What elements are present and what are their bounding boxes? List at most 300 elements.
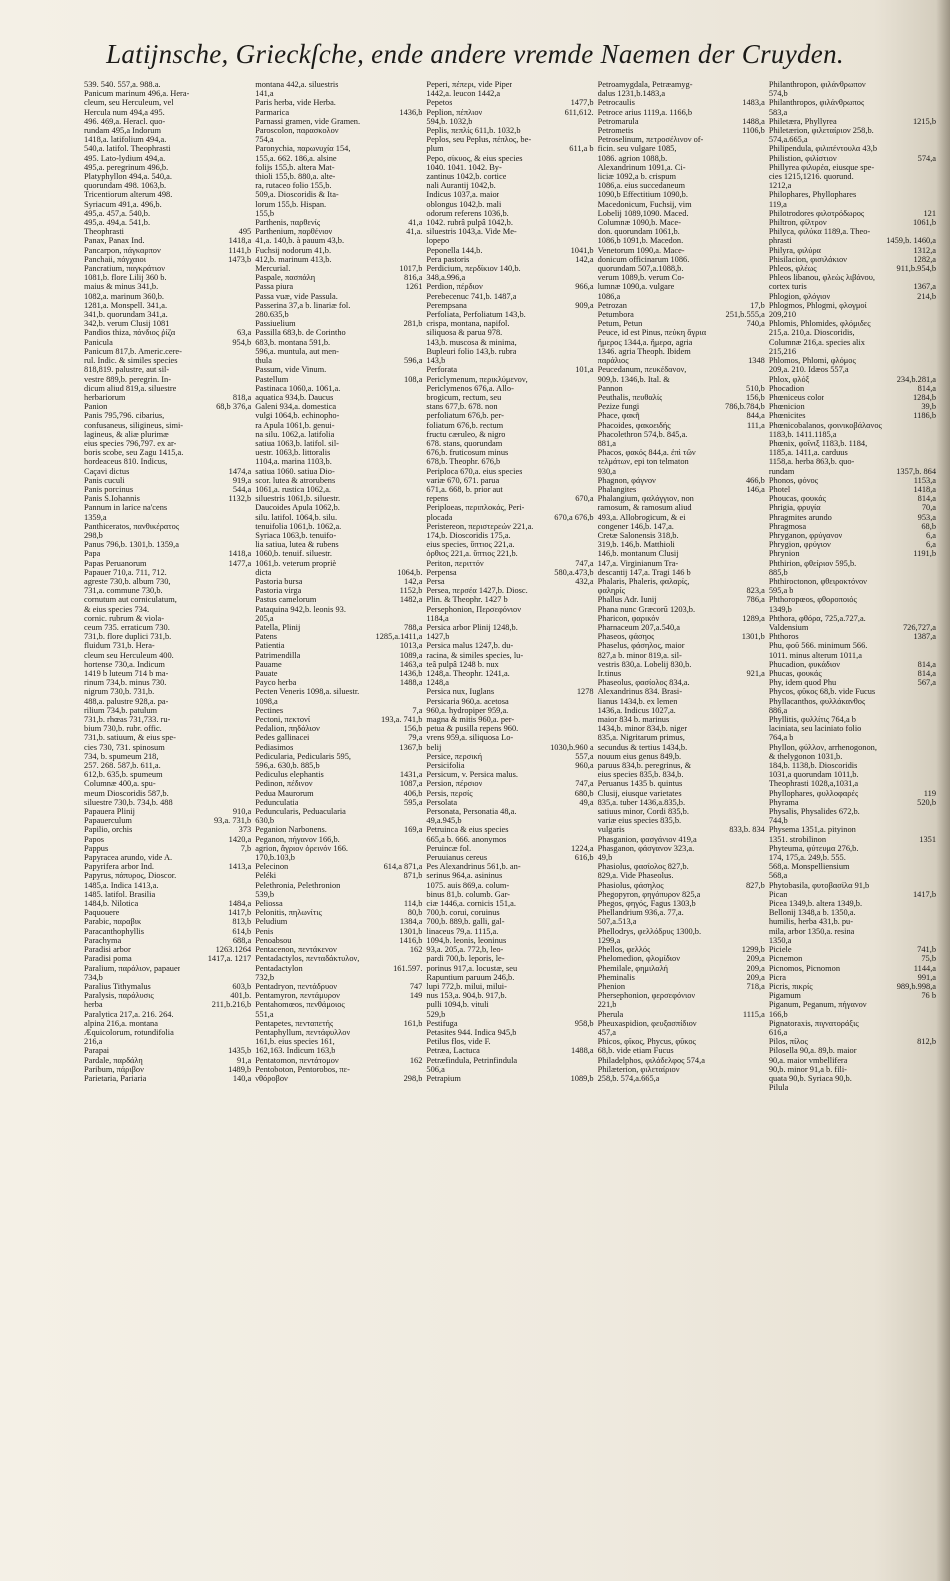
- index-entry: [769, 255, 936, 264]
- index-entry-text: Petræfindula, Petrinfindula: [426, 1055, 518, 1065]
- index-entry-text: donicum officinarum 1086.: [597, 254, 690, 264]
- index-entry-text: Papyrifera arbor Ind.: [84, 862, 154, 872]
- index-entry-text: Perforata: [426, 365, 458, 375]
- index-entry: [84, 347, 251, 356]
- index-entry-text: Pancarpon, πάγκαρπον: [84, 245, 161, 255]
- index-entry-text: lagineus, & aliæ plurimæ: [84, 429, 169, 439]
- index-entry: [255, 448, 422, 457]
- index-entry-page-ref: 670,a 676,b: [554, 512, 594, 522]
- index-entry: [84, 375, 251, 384]
- index-entry: [84, 954, 251, 963]
- index-columns: [84, 80, 936, 1570]
- index-entry-text: 1061,b. veterum propriè: [255, 558, 337, 568]
- index-entry-text: Persica malus 1247,b. du-: [426, 641, 514, 651]
- index-entry-text: Peuce, id est Pinus, πεύκη ἄγρια: [597, 328, 707, 338]
- index-entry: [255, 365, 422, 374]
- index-entry-text: Pezize fungi: [597, 402, 640, 412]
- index-entry: [769, 1046, 936, 1055]
- index-entry-text: Pilosella 90,a. 89,b. maior: [768, 1046, 857, 1056]
- index-entry: [769, 641, 936, 650]
- index-entry-text: Paribum, πάριβον: [84, 1064, 144, 1074]
- index-entry: [598, 1010, 765, 1019]
- index-entry: [84, 218, 251, 227]
- index-entry-text: 509,a. Dioscoridis & Ita-: [255, 190, 339, 200]
- index-entry: [598, 807, 765, 816]
- index-entry-text: Phrigia, φρυγία: [768, 503, 821, 513]
- index-entry: [426, 1037, 593, 1046]
- index-entry: [598, 89, 765, 98]
- index-entry-text: 1082,a. marinum 360,b.: [84, 291, 165, 301]
- index-entry: [769, 375, 936, 384]
- index-entry: [84, 236, 251, 245]
- index-entry-text: Parabic, παραβικ: [84, 917, 142, 927]
- index-entry: [84, 540, 251, 549]
- index-entry: [255, 669, 422, 678]
- index-entry-text: agrion, ἄγριον ὀρεινόν 166.: [255, 843, 349, 853]
- index-entry-text: Periploca 670,a. eius species: [426, 466, 523, 476]
- index-entry-text: 205,a: [255, 613, 274, 623]
- index-entry-page-ref: 1384,a: [399, 917, 423, 927]
- index-entry: [255, 1000, 422, 1009]
- index-entry: [255, 927, 422, 936]
- index-entry: [255, 835, 422, 844]
- index-entry-text: teâ pulpâ 1248 b. nux: [426, 659, 499, 669]
- index-entry-text: pulli 1094,b. vituli: [426, 1000, 489, 1010]
- index-entry-page-ref: 1064,b.: [397, 567, 423, 577]
- index-entry-text: 731,b. satiuum, & eius spe-: [84, 733, 176, 743]
- index-entry-page-ref: 1106,b: [742, 126, 765, 136]
- index-entry: [426, 384, 593, 393]
- index-entry-text: Phyteuma, φύτευμα 276,b.: [768, 843, 859, 853]
- index-entry-text: Perdicium, περδίκιον 140,b.: [426, 264, 521, 274]
- index-entry-text: rul. Indic. & similes species: [84, 356, 178, 366]
- index-entry-text: & thelygonon 1031,b.: [768, 751, 843, 761]
- index-entry: [84, 292, 251, 301]
- index-entry-text: Pentamyron, πεντάμυρον: [255, 991, 340, 1001]
- index-entry: [255, 1019, 422, 1028]
- index-entry: [769, 706, 936, 715]
- index-entry-page-ref: 1488,a: [742, 116, 765, 126]
- index-entry: [255, 144, 422, 153]
- index-entry: [426, 678, 593, 687]
- index-entry-text: 488,a. palustre 928,a. pa-: [84, 696, 169, 706]
- index-entry-text: Phyllophares, φυλλοφαρές: [768, 788, 859, 798]
- index-entry-text: Panicum 817,b. Americ.cere-: [84, 346, 182, 356]
- index-entry: [426, 1046, 593, 1055]
- index-entry: [426, 328, 593, 337]
- index-entry: [84, 789, 251, 798]
- index-entry-page-ref: 91,a: [237, 1055, 252, 1065]
- index-entry: [426, 973, 593, 982]
- index-entry-text: repens: [426, 494, 449, 504]
- index-entry-text: nigrum 730,b. 731,b.: [84, 687, 155, 697]
- index-entry-text: Panis S.Iohannis: [84, 494, 140, 504]
- index-entry-text: Persolata: [426, 797, 458, 807]
- index-entry-text: Peplis, πεπλίς 611,b. 1032,b: [426, 126, 521, 136]
- index-entry-text: ficin. seu vulgare 1085,: [597, 144, 677, 154]
- index-entry-text: Philanthropos, φιλάνθρωπος: [768, 98, 865, 108]
- index-entry-text: Petrocaulis: [597, 98, 635, 108]
- index-entry: [255, 844, 422, 853]
- index-entry-text: Phegopyron, φηγόπυρον 825,a: [597, 889, 701, 899]
- index-entry-page-ref: 958,b: [574, 1018, 594, 1028]
- index-entry: [769, 614, 936, 623]
- index-entry: [426, 651, 593, 660]
- index-entry-text: lorum 155,b. Hispan.: [255, 199, 327, 209]
- index-entry: [255, 264, 422, 273]
- index-entry-text: 665,a b. 666. anonymos: [426, 834, 507, 844]
- index-entry-text: Panis porcinus: [84, 484, 134, 494]
- index-entry: [426, 1000, 593, 1009]
- index-entry-text: lia satiua, lutea & rubens: [255, 540, 339, 550]
- index-entry-text: Phacolethron 574,b. 845,a.: [597, 429, 688, 439]
- index-entry: [255, 641, 422, 650]
- index-entry-text: mila, arbor 1350,a. resina: [768, 926, 855, 936]
- index-entry: [84, 439, 251, 448]
- index-entry-text: Peléki: [255, 871, 277, 881]
- index-entry-page-ref: 611,612.: [564, 107, 594, 117]
- index-entry: [769, 991, 936, 1000]
- index-entry-text: cortex turis: [768, 282, 807, 292]
- index-entry-text: Papyracea arundo, vide A.: [84, 853, 173, 863]
- index-entry: [598, 559, 765, 568]
- index-entry-page-ref: 718,a: [746, 981, 765, 991]
- index-entry-text: Patientia: [255, 641, 285, 651]
- index-entry: [84, 476, 251, 485]
- index-entry: [769, 457, 936, 466]
- index-entry-text: fluidum 731,b. Hera-: [84, 641, 155, 651]
- index-entry: [84, 356, 251, 365]
- index-entry: [255, 227, 422, 236]
- index-entry: [84, 651, 251, 660]
- index-entry-page-ref: 1477,b: [570, 98, 594, 108]
- index-entry: [598, 595, 765, 604]
- index-entry: [255, 154, 422, 163]
- index-entry: [769, 1074, 936, 1083]
- index-entry: [426, 144, 593, 153]
- index-entry: [769, 448, 936, 457]
- index-entry-text: Philotrodores φιλοτρόδωρος: [768, 208, 865, 218]
- index-entry: [598, 503, 765, 512]
- index-entry: [255, 881, 422, 890]
- index-entry-text: nus 153,a. 904,b. 917,b.: [426, 991, 507, 1001]
- index-entry-text: 257. 268. 587,b. 611,a.: [84, 761, 161, 771]
- index-entry: [769, 743, 936, 752]
- index-entry-page-ref: 1436,b: [399, 107, 423, 117]
- index-entry: [426, 549, 593, 558]
- index-entry: [426, 559, 593, 568]
- index-entry: [255, 706, 422, 715]
- index-entry-text: Pectoni, πεκτονί: [255, 715, 311, 725]
- index-entry-page-ref: 596,a: [404, 356, 423, 366]
- index-entry-text: porinus 917,a. locustæ, seu: [426, 963, 518, 973]
- index-entry-text: Persicifolia: [426, 761, 465, 771]
- index-entry: [769, 724, 936, 733]
- index-entry-text: Pedua Maurorum: [255, 788, 314, 798]
- index-entry: [84, 982, 251, 991]
- index-entry-page-ref: 823,a: [746, 586, 765, 596]
- index-entry-text: hordeaceus 810. Indicus,: [84, 457, 168, 467]
- index-entry-text: foliatum 676,b. rectum: [426, 420, 504, 430]
- index-entry: [769, 1019, 936, 1028]
- index-entry: [598, 623, 765, 632]
- index-entry-text: 1281,a. Monspell. 341,a.: [84, 300, 168, 310]
- index-entry-text: petua & pusilla repens 960.: [426, 724, 519, 734]
- index-entry-page-ref: 121: [923, 208, 937, 218]
- index-entry-page-ref: 108,a: [404, 374, 423, 384]
- index-entry: [255, 862, 422, 871]
- index-entry-page-ref: 1418,a: [228, 549, 252, 559]
- index-entry: [598, 779, 765, 788]
- index-entry-page-ref: 101,a: [575, 365, 594, 375]
- index-entry: [769, 816, 936, 825]
- index-entry-text: 1075. auis 869,a. colum-: [426, 880, 510, 890]
- index-entry: [769, 338, 936, 347]
- index-entry-page-ref: 466,b: [745, 475, 765, 485]
- index-entry-text: Philadelphos, φιλάδελφος 574,a: [597, 1055, 705, 1065]
- index-entry: [598, 144, 765, 153]
- index-entry-text: 1185,a. 1411,a. carduus: [768, 448, 848, 458]
- index-entry: [598, 393, 765, 402]
- index-entry-text: Pignatoraxis, πιγνατοράξις: [768, 1018, 859, 1028]
- index-entry: [255, 825, 422, 834]
- index-entry-text: Phlox, φλόξ: [768, 374, 810, 384]
- index-entry: [769, 402, 936, 411]
- index-entry-page-ref: 1030,b.960 a: [550, 742, 594, 752]
- index-entry: [426, 98, 593, 107]
- index-entry-text: Columnæ 1090,b. Mace-: [597, 218, 681, 228]
- index-entry-text: Ir.tinus: [597, 669, 622, 678]
- index-entry: [426, 540, 593, 549]
- index-entry-page-ref: 140,a: [232, 1073, 252, 1083]
- index-entry-page-ref: 747,a: [575, 558, 594, 568]
- index-entry-text: Pecten Veneris 1098,a. siluestr.: [255, 687, 360, 697]
- index-entry: [598, 411, 765, 420]
- index-entry-page-ref: 510,b: [745, 383, 765, 393]
- index-entry-text: Picris, πικρίς: [768, 981, 813, 991]
- index-entry: [255, 899, 422, 908]
- index-entry-text: Pancratium, παγκράτιον: [84, 264, 166, 274]
- index-entry-page-ref: 1087,a: [399, 779, 423, 789]
- index-entry: [598, 522, 765, 531]
- index-entry-text: παράλιος: [597, 356, 629, 366]
- index-entry-page-ref: 214,b: [917, 291, 937, 301]
- index-entry-text: 1086. agrion 1088,b.: [597, 153, 668, 163]
- index-entry: [426, 292, 593, 301]
- index-entry-text: Platyphyllon 494,a. 540,a.: [84, 172, 172, 182]
- index-entry-page-ref: 161.597.: [393, 963, 423, 973]
- index-entry: [426, 623, 593, 632]
- index-entry: [769, 540, 936, 549]
- index-entry-text: bium 730,b. rubr. offic.: [84, 724, 162, 734]
- index-entry: [84, 430, 251, 439]
- index-entry-text: Paris herba, vide Herba.: [255, 98, 336, 108]
- index-entry-page-ref: 814,a: [917, 659, 937, 669]
- index-entry: [255, 549, 422, 558]
- index-entry-text: 1158,a. herba 863,b. quo-: [768, 457, 855, 467]
- index-entry-page-ref: 1418,a: [913, 484, 937, 494]
- index-entry-text: Phellodrys, φελλόδρυς 1300,b.: [597, 926, 702, 936]
- index-entry-text: Phthoros: [768, 632, 799, 642]
- index-column-5: [769, 80, 936, 1570]
- index-entry-text: siluestris 1043,a. Vide Me-: [426, 227, 517, 237]
- index-entry: [598, 439, 765, 448]
- index-entry: [84, 246, 251, 255]
- index-entry-text: Phillyrea φιλυρέα, eiusque spe-: [768, 162, 875, 172]
- index-entry-page-ref: 871,b: [403, 871, 423, 881]
- index-entry: [598, 825, 765, 834]
- index-entry-text: φαληρίς: [597, 586, 625, 596]
- index-entry: [426, 273, 593, 282]
- index-entry-text: 909,b. 1346,b. Ital. &: [597, 374, 670, 384]
- index-entry: [84, 457, 251, 466]
- index-entry-text: 676,b. fruticosum minus: [426, 448, 509, 458]
- index-entry-text: Panax, Panax Ind.: [84, 236, 145, 246]
- index-entry: [255, 393, 422, 402]
- index-entry: [426, 117, 593, 126]
- index-entry: [255, 108, 422, 117]
- index-entry-text: Philyra, φιλύρα: [768, 245, 821, 255]
- index-entry-text: eius species, ὕπτιος 221,a.: [426, 540, 515, 550]
- index-entry-text: Parnassi gramen, vide Gramen.: [255, 116, 361, 126]
- index-entry-page-ref: 1289,a: [742, 613, 765, 623]
- index-entry-page-ref: 7,a: [412, 705, 423, 715]
- index-entry-text: 341,b. quorundam 341,a.: [84, 310, 168, 320]
- index-entry: [255, 991, 422, 1000]
- index-entry-text: Persea, περσέα 1427,b. Diosc.: [426, 586, 528, 596]
- index-entry-text: 506,a: [426, 1064, 445, 1074]
- index-entry-text: 1359,a: [84, 512, 107, 522]
- index-entry: [769, 770, 936, 779]
- index-entry: [255, 522, 422, 531]
- index-entry: [84, 89, 251, 98]
- index-entry-text: 41,a. 140,b. à pauum 43,b.: [255, 236, 345, 246]
- index-entry-page-ref: 79,a: [408, 733, 423, 743]
- index-entry-text: 155,b: [255, 208, 275, 218]
- index-entry: [255, 384, 422, 393]
- index-entry: [426, 430, 593, 439]
- index-entry: [598, 1056, 765, 1065]
- index-entry: [598, 457, 765, 466]
- index-entry: [426, 927, 593, 936]
- index-entry-text: Philetæra, Phyllyrea: [768, 116, 837, 126]
- index-entry-text: cornutum aut corniculatum,: [84, 595, 177, 605]
- index-entry: [255, 623, 422, 632]
- index-entry-text: verum 1089,b. verum Co-: [597, 273, 685, 283]
- index-entry: [769, 485, 936, 494]
- index-entry-text: 1442,a. leucon 1442,a: [426, 89, 501, 99]
- index-entry-page-ref: 49,a: [579, 797, 594, 807]
- index-entry: [769, 89, 936, 98]
- index-entry-text: 1434,b. minor 834,b. niger: [597, 724, 688, 734]
- index-entry-text: Pentadactylos, πενταδάκτυλον,: [255, 954, 360, 964]
- index-entry-text: Periclymenum, περικλύμενον,: [426, 374, 528, 384]
- index-entry-text: Plin. & Theophr. 1427 b: [426, 595, 508, 605]
- index-entry-page-ref: 63,a: [237, 328, 252, 338]
- index-entry: [426, 687, 593, 696]
- index-entry-text: Petum, Petun: [597, 319, 643, 329]
- index-entry: [769, 651, 936, 660]
- index-entry: [769, 181, 936, 190]
- index-entry: [255, 485, 422, 494]
- index-entry: [255, 347, 422, 356]
- index-entry-text: Petræa, Lactuca: [426, 1046, 480, 1056]
- index-entry: [255, 282, 422, 291]
- index-entry-page-ref: 991,a: [917, 972, 937, 982]
- index-entry-text: Persion, πέρσιον: [426, 779, 483, 789]
- index-entry-text: 596,a. 630,b. 885,b: [255, 761, 320, 771]
- index-entry-page-ref: 740,a: [746, 319, 765, 329]
- index-entry: [84, 503, 251, 512]
- index-entry: [255, 559, 422, 568]
- index-entry: [426, 209, 593, 218]
- index-entry: [255, 135, 422, 144]
- index-entry: [84, 752, 251, 761]
- index-entry-page-ref: 234,b.281,a: [896, 374, 937, 384]
- index-entry: [255, 430, 422, 439]
- index-entry-text: Phyllacanthos, φυλλάκανθος: [768, 696, 866, 706]
- index-entry-text: Peruanus 1435 b. quintus: [597, 779, 683, 789]
- index-entry: [426, 181, 593, 190]
- index-entry: [84, 798, 251, 807]
- index-column-3: [426, 80, 593, 1570]
- index-entry: [255, 513, 422, 522]
- index-entry-text: Phucas, φουκάς: [768, 669, 822, 678]
- index-entry: [255, 816, 422, 825]
- index-entry-page-ref: 1089,b: [570, 1073, 594, 1083]
- index-entry-text: Philæterion, φιλεταίριον: [597, 1064, 680, 1074]
- index-entry: [255, 163, 422, 172]
- index-entry: [255, 770, 422, 779]
- index-entry-text: Petrometis: [597, 126, 634, 136]
- index-entry-page-ref: 298,b: [403, 1073, 423, 1083]
- index-entry-text: lopepo: [426, 236, 450, 246]
- index-entry-text: Phaselus, φάσηλος, maior: [597, 641, 685, 651]
- index-entry: [769, 825, 936, 834]
- index-entry-text: 170,b.103,b: [255, 853, 295, 863]
- index-entry-text: Perdion, πέρδιον: [426, 282, 483, 292]
- index-entry-text: Phacoides, φακοειδής: [597, 420, 671, 430]
- index-entry: [598, 862, 765, 871]
- index-entry-text: thula: [255, 356, 272, 366]
- index-entry-text: plum: [426, 144, 444, 154]
- index-entry-page-ref: 111,a: [747, 420, 765, 430]
- index-entry-text: Pedinon, πέδινον: [255, 779, 313, 789]
- index-entry-text: scor. lutea & atrorubens: [255, 475, 336, 485]
- index-entry-text: Pepo, σίκυος, & eius species: [426, 153, 523, 163]
- index-entry: [598, 761, 765, 770]
- index-entry: [84, 135, 251, 144]
- index-entry-page-ref: 786,a: [746, 595, 765, 605]
- index-entry-text: 1094,b. leonis, leoninus: [426, 935, 507, 945]
- index-entry-page-ref: 156,b: [403, 724, 423, 734]
- index-entry: [598, 246, 765, 255]
- index-entry: [769, 908, 936, 917]
- index-entry: [426, 80, 593, 89]
- index-entry-text: Phœnix, φοῖνιξ 1183,b. 1184,: [768, 438, 868, 448]
- index-entry-text: secundus & tertius 1434,b.: [597, 742, 688, 752]
- index-entry: [426, 595, 593, 604]
- index-entry-page-ref: 7,b: [240, 843, 252, 853]
- index-entry: [255, 632, 422, 641]
- index-entry: [255, 1028, 422, 1037]
- index-entry-page-ref: 1089,a: [399, 650, 423, 660]
- index-entry-text: 280.635,b: [255, 310, 289, 320]
- index-entry-page-ref: 954,b: [232, 337, 252, 347]
- index-entry-text: descantij 147,a. Tragi 146 b: [597, 567, 691, 577]
- index-entry: [598, 126, 765, 135]
- index-entry-page-ref: 1489,b: [228, 1064, 252, 1074]
